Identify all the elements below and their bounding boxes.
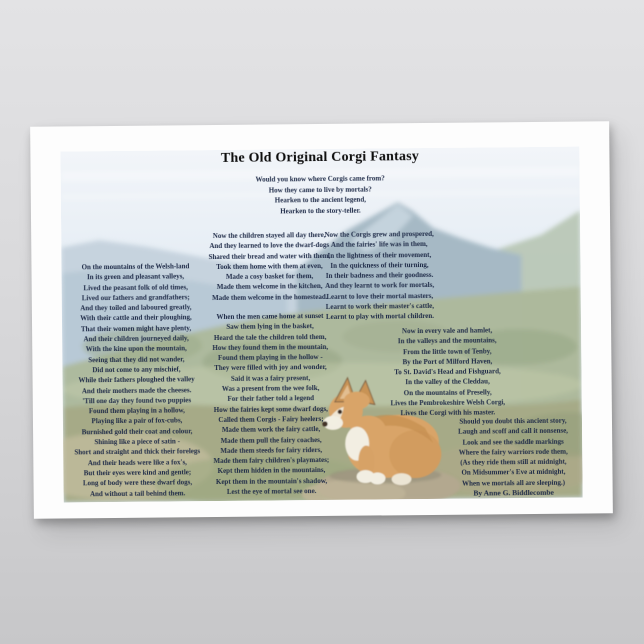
- poem-line: Laugh and scoff and call it nonsense,: [458, 426, 569, 436]
- poem-column-3-stanza-3: [443, 415, 583, 488]
- poem-line: And the fairies' life was in them,: [330, 240, 428, 250]
- poem-line: Kept them hidden in the mountains,: [217, 466, 326, 476]
- poem-line: How the fairies kept some dwarf dogs,: [213, 404, 328, 414]
- poem-line: Made them pull the fairy coaches,: [220, 435, 322, 445]
- poem-line: Learnt to love their mortal masters,: [326, 291, 434, 301]
- poem-line: With their cattle and their ploughing,: [80, 313, 192, 323]
- poem-line: Learnt to play with mortal children.: [325, 312, 434, 322]
- poem-line: That their women might have plenty,: [80, 324, 192, 334]
- poem-line: Look and see the saddle markings: [462, 437, 564, 447]
- poem-line: Called them Corgis - Fairy heelers;: [218, 414, 324, 424]
- poem-line: Made them steeds for fairy riders,: [220, 445, 323, 455]
- author-byline: By Anne G. Biddlecombe: [473, 487, 554, 498]
- poem-line: To St. David's Head and Fishguard,: [394, 367, 501, 377]
- poem-line: While their fathers ploughed the valley: [78, 375, 195, 385]
- poem-line: But their eyes were kind and gentle;: [83, 468, 192, 478]
- poem-line: And without a tail behind them.: [89, 488, 186, 498]
- poem-line: Now the Corgis grew and prospered,: [324, 229, 434, 239]
- poem-line: Short and straight and thick their forelegs: [74, 447, 201, 457]
- poem-line: In the lightness of their movement,: [327, 250, 432, 260]
- poem-line: Shining like a piece of satin -: [94, 437, 180, 447]
- poem-line: Now in every vale and hamlet,: [401, 326, 493, 336]
- poem-line: Hearken to the story-teller.: [280, 206, 361, 216]
- poster: [30, 121, 613, 519]
- poem-line: By the Port of Milford Haven,: [402, 357, 493, 367]
- poem-line: Long of body were these dwarf dogs,: [82, 478, 193, 488]
- poem-line: Lives the Pembrokeshire Welsh Corgi,: [390, 398, 506, 408]
- poem-line: Playing like a pair of fox-cubs,: [91, 416, 183, 426]
- poem-line: How they found them in the mountain,: [212, 342, 329, 352]
- poem-line: On the mountains of Preselly,: [403, 388, 492, 397]
- poem-line: On Midsummer's Eve at midnight,: [461, 468, 566, 478]
- poem-line: On the mountains of the Welsh-land: [81, 262, 190, 272]
- poem-intro: [61, 172, 580, 219]
- poem-line: They were filled with joy and wonder,: [214, 363, 327, 373]
- poem-line: Found them playing in the hollow -: [217, 353, 323, 363]
- poem-line: Learnt to work their master's cattle,: [325, 301, 435, 312]
- poem-line: In the quickness of their turning,: [330, 260, 429, 270]
- poem-line: And they learned to love the dwarf-dogs: [209, 241, 330, 251]
- poem-line: In the valleys and the mountains,: [397, 336, 497, 346]
- poem-column-3-stanza-2: [371, 325, 524, 419]
- poem-line: Took them home with them at even,: [216, 261, 323, 271]
- poem-line: In their badness and their goodness.: [325, 271, 434, 281]
- poem-line: With the kine upon the mountain,: [85, 344, 187, 354]
- poem-line: Now the children stayed all day there,: [212, 230, 326, 241]
- poem-line: Made them welcome in the homestead.: [211, 292, 328, 302]
- poem-line: Made them work the fairy cattle,: [221, 425, 321, 435]
- poem-line: Lived our fathers and grandfathers;: [81, 293, 190, 303]
- poem-line: And their mothers made the cheeses.: [81, 385, 192, 395]
- poem-line: Made a cosy basket for them,: [225, 272, 314, 282]
- poster-artwork: [60, 147, 582, 503]
- poem-line: Made them welcome in the kitchen,: [216, 282, 323, 292]
- poem-line: Heard the tale the children told them,: [213, 332, 327, 342]
- poem-line: Hearken to the ancient legend,: [274, 195, 366, 205]
- poem-line: Lest the eye of mortal see one.: [226, 487, 317, 496]
- poem-line: (As they ride them still at midnight,: [460, 457, 567, 467]
- poem-line: And their children journeyed daily,: [83, 334, 189, 344]
- poem-column-3-stanza-1: [303, 229, 456, 323]
- poem-line: Would you know where Corgis came from?: [255, 174, 385, 184]
- poem-line: When we mortals all are sleeping.): [462, 478, 566, 488]
- poem-line: In its green and pleasant valleys,: [86, 272, 185, 282]
- poem-line: Made them fairy children's playmates;: [213, 456, 330, 466]
- poem-line: Found them playing in a hollow,: [88, 406, 185, 416]
- poem-line: And their heads were like a fox's,: [87, 457, 187, 467]
- poem-line: Said it was a fairy present,: [230, 373, 311, 383]
- poem-line: Where the fairy warriors rode them,: [458, 447, 568, 457]
- poem-line: Lived the peasant folk of old times,: [83, 282, 188, 292]
- poem-line: Saw them lying in the basket,: [226, 322, 314, 332]
- poem-line: 'Till one day they found two puppies: [82, 396, 192, 406]
- poem-line: For their father told a legend: [227, 394, 315, 404]
- poem-line: Burnished gold their coat and colour,: [81, 426, 193, 437]
- poem-line: Was a present from the wee folk,: [221, 384, 320, 394]
- poem-line: Kept them in the mountain's shadow,: [215, 476, 328, 486]
- poem-column-2-stanza-2: [194, 311, 348, 498]
- poem-line: Did not come to any mischief,: [92, 365, 181, 375]
- poem-line: Lives the Corgi with his master.: [400, 408, 496, 418]
- poem-line: Should you doubt this ancient story,: [459, 416, 567, 426]
- poem-line: Shared their bread and water with them,: [208, 251, 331, 261]
- poem-line: From the little town of Tenby,: [402, 346, 492, 356]
- poem-column-1: [61, 261, 211, 499]
- poem-line: In the valley of the Cleddau,: [405, 377, 490, 387]
- poem-line: How they came to live by mortals?: [268, 185, 372, 195]
- poem-line: And they learnt to work for mortals,: [325, 281, 435, 291]
- poem-line: And they toiled and laboured greatly,: [80, 303, 192, 313]
- poem-title: The Old Original Corgi Fantasy: [220, 149, 420, 166]
- poem-line: Seeing that they did not wander,: [88, 354, 185, 364]
- poem-line: When the men came home at sunset: [216, 311, 324, 322]
